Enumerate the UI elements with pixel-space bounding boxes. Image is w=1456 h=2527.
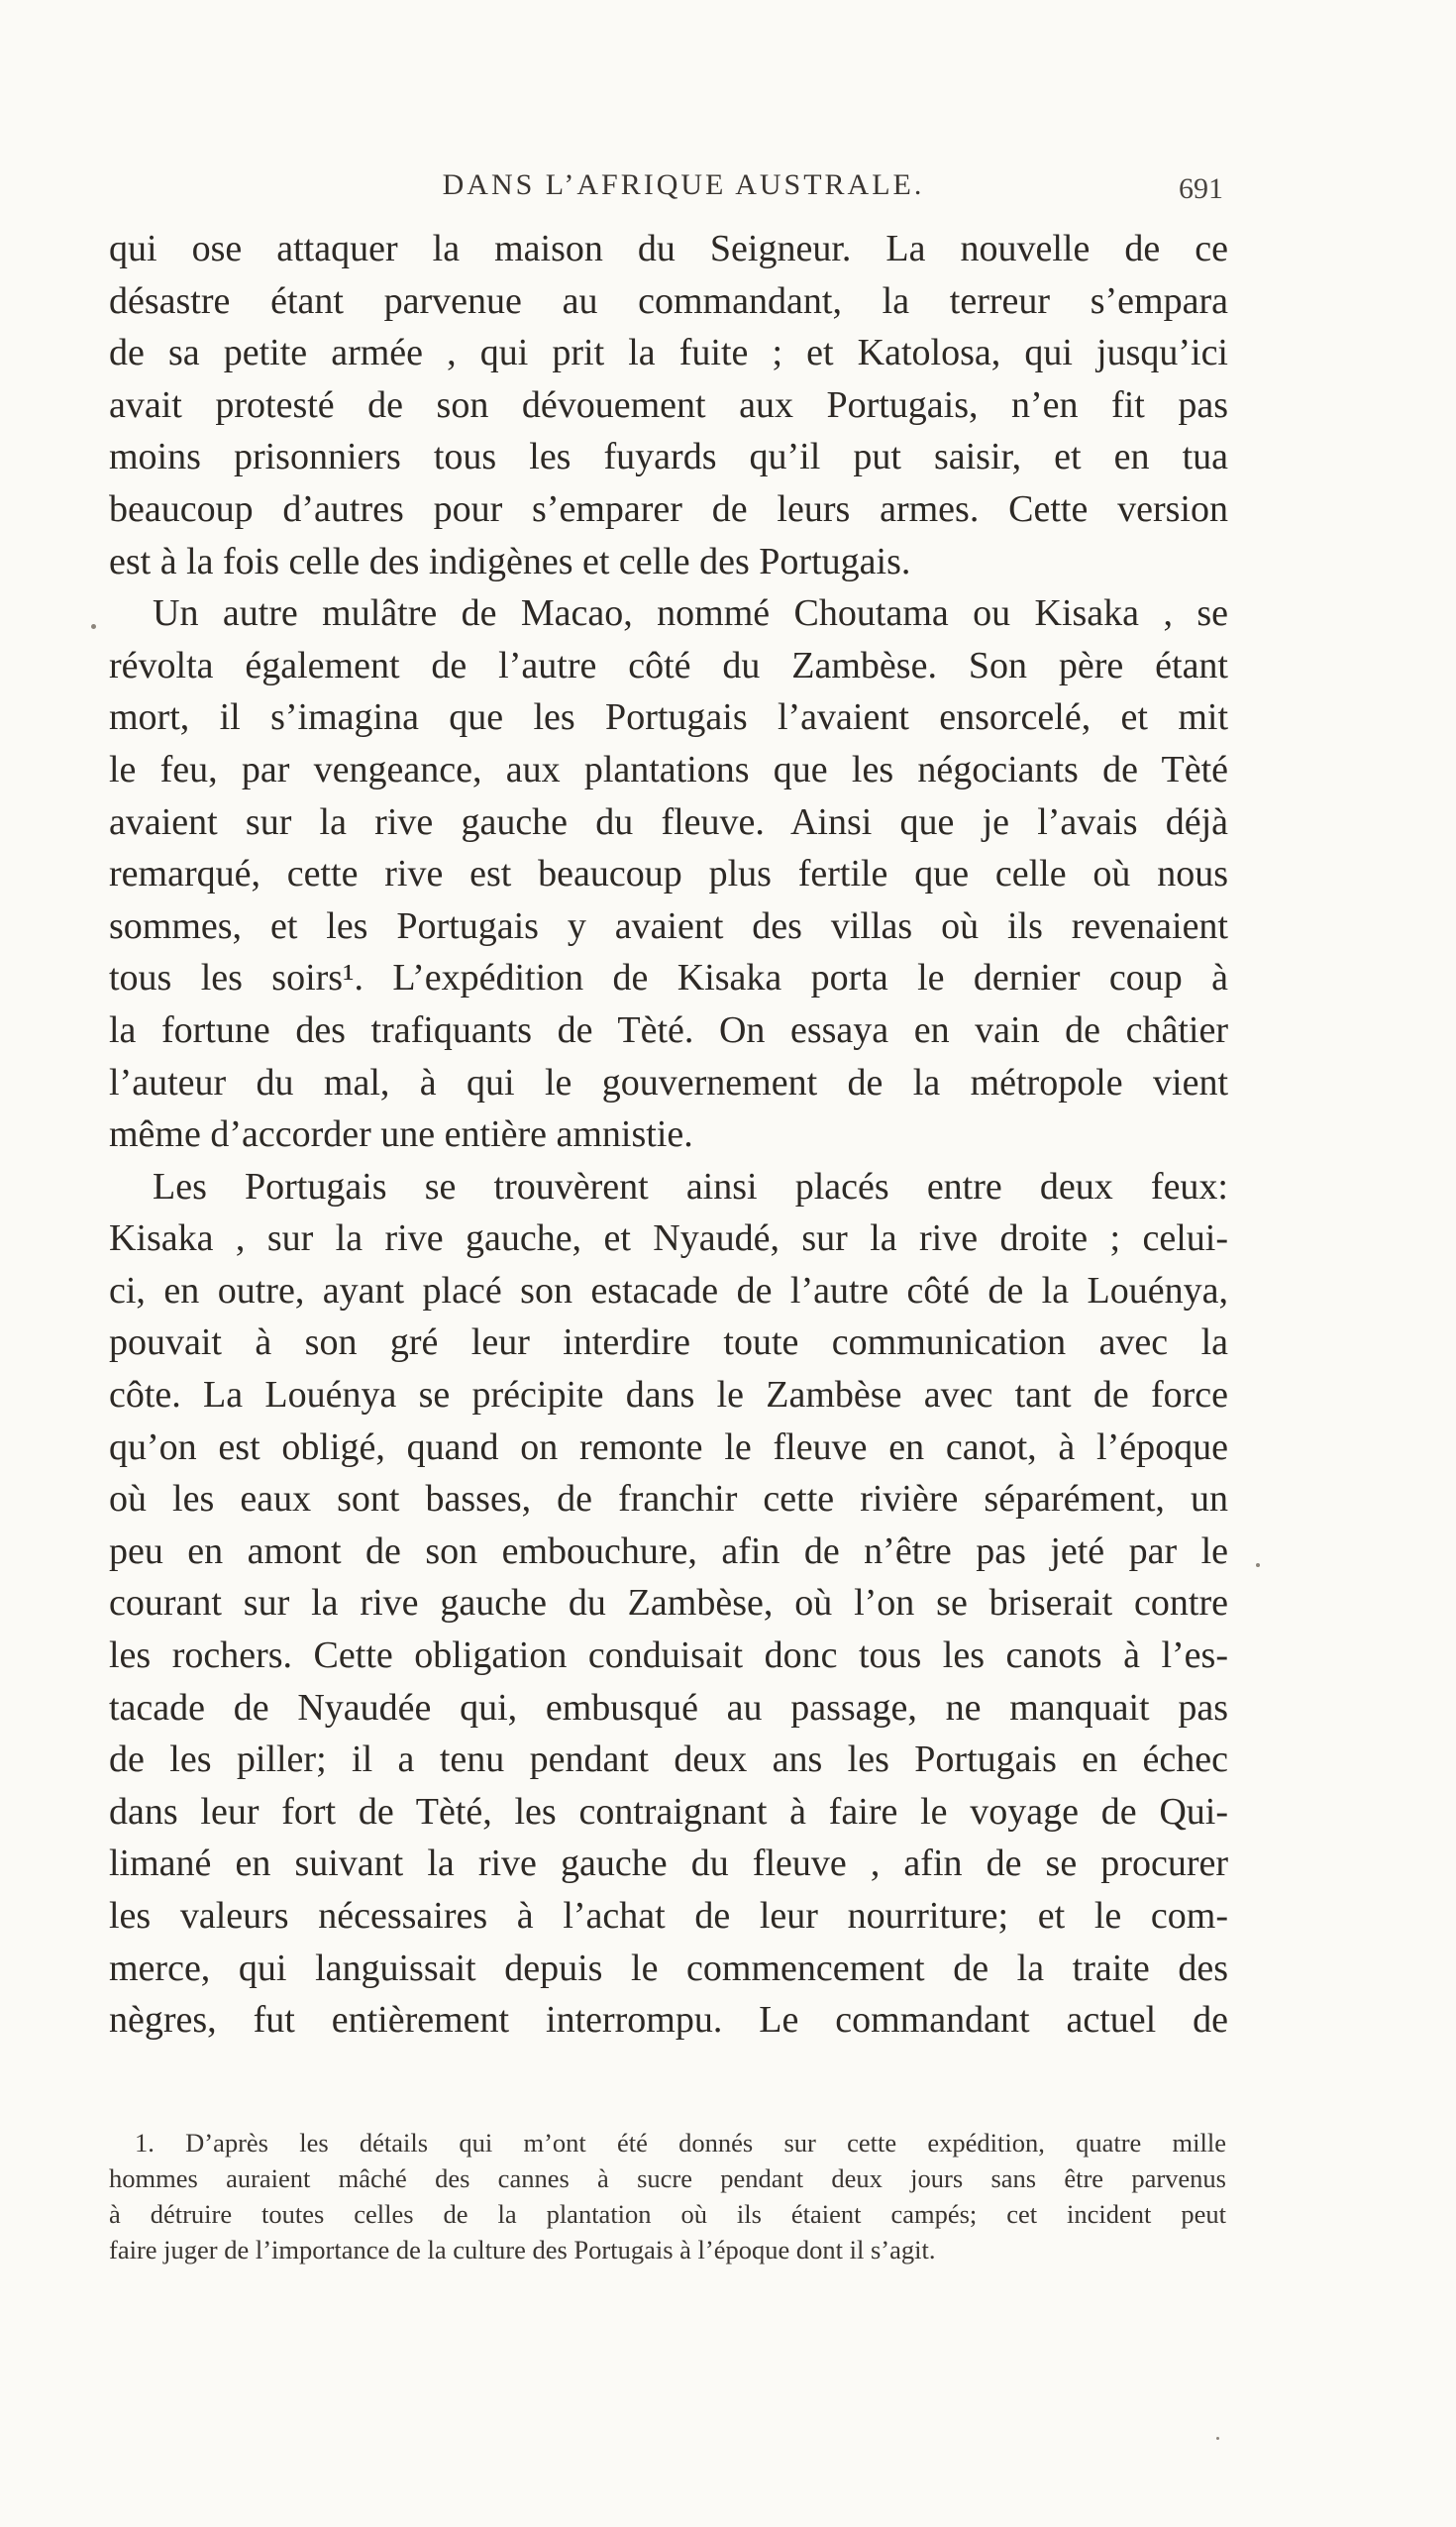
text-line: remarqué, cette rive est beaucoup plus fertile que celle où nous bbox=[109, 853, 1228, 895]
footnote-line: hommes auraient mâché des cannes à sucre pendant deux jours sans être parvenus bbox=[109, 2163, 1226, 2193]
text-line: courant sur la rive gauche du Zambèse, où l’on se briserait contre bbox=[109, 1582, 1228, 1625]
body-text bbox=[109, 223, 1228, 2047]
text-line: moins prisonniers tous les fuyards qu’il put saisir, et en tua bbox=[109, 436, 1228, 478]
paper-speck bbox=[91, 624, 96, 629]
text-line: où les eaux sont basses, de franchir cette rivière séparément, un bbox=[109, 1478, 1228, 1521]
text-line: de sa petite armée , qui prit la fuite ; et Katolosa, qui jusqu’ici bbox=[109, 332, 1228, 374]
text-line: l’auteur du mal, à qui le gouvernement de la métropole vient bbox=[109, 1061, 1228, 1104]
text-line: sommes, et les Portugais y avaient des villas où ils revenaient bbox=[109, 904, 1228, 947]
text-line: côte. La Louénya se précipite dans le Zambèse avec tant de force bbox=[109, 1374, 1228, 1417]
text-line: le feu, par vengeance, aux plantations que les négociants de Tèté bbox=[109, 748, 1228, 790]
text-line: ci, en outre, ayant placé son estacade de l’autre côté de la Louénya, bbox=[109, 1269, 1228, 1312]
text-line: avait protesté de son dévouement aux Portugais, n’en fit pas bbox=[109, 383, 1228, 426]
footnote bbox=[109, 2125, 1226, 2267]
footnote-line: 1. D’après les détails qui m’ont été donnés sur cette expédition, quatre mille bbox=[135, 2128, 1226, 2158]
running-title: DANS L’AFRIQUE AUSTRALE. bbox=[442, 168, 925, 201]
running-head bbox=[0, 168, 1456, 208]
text-line: désastre étant parvenue au commandant, la terreur s’empara bbox=[109, 279, 1228, 322]
text-line: qui ose attaquer la maison du Seigneur. La nouvelle de ce bbox=[109, 228, 1228, 269]
text-line: merce, qui languissait depuis le commencement de la traite des bbox=[109, 1947, 1228, 1989]
text-line: peu en amont de son embouchure, afin de n’être pas jeté par le bbox=[109, 1529, 1228, 1572]
text-line: limané en suivant la rive gauche du fleuve , afin de se procurer bbox=[109, 1843, 1228, 1885]
footnote-line: à détruire toutes celles de la plantation où ils étaient campés; cet incident peut bbox=[109, 2199, 1226, 2229]
page-number: 691 bbox=[1179, 172, 1223, 205]
text-line: mort, il s’imagina que les Portugais l’avaient ensorcelé, et mit bbox=[109, 696, 1228, 739]
text-line: est à la fois celle des indigènes et celle des Portugais. bbox=[109, 540, 911, 582]
text-line: avaient sur la rive gauche du fleuve. Ainsi que je l’avais déjà bbox=[109, 800, 1228, 843]
text-line: les valeurs nécessaires à l’achat de leur nourriture; et le com- bbox=[109, 1895, 1228, 1937]
text-line: tacade de Nyaudée qui, embusqué au passage, ne manquait pas bbox=[109, 1686, 1228, 1729]
text-line: Les Portugais se trouvèrent ainsi placés entre deux feux: bbox=[153, 1165, 1228, 1208]
text-line: de les piller; il a tenu pendant deux ans les Portugais en échec bbox=[109, 1738, 1228, 1781]
paper-speck bbox=[1216, 2437, 1219, 2440]
text-line: Un autre mulâtre de Macao, nommé Choutama ou Kisaka , se bbox=[153, 592, 1228, 635]
paper-speck bbox=[1256, 1563, 1260, 1567]
text-line: tous les soirs¹. L’expédition de Kisaka porta le dernier coup à bbox=[109, 957, 1228, 1000]
text-line: nègres, fut entièrement interrompu. Le commandant actuel de bbox=[109, 1999, 1228, 2042]
text-line: révolta également de l’autre côté du Zambèse. Son père étant bbox=[109, 644, 1228, 686]
text-line: Kisaka , sur la rive gauche, et Nyaudé, sur la rive droite ; celui- bbox=[109, 1217, 1228, 1260]
text-line: dans leur fort de Tèté, les contraignant à faire le voyage de Qui- bbox=[109, 1790, 1228, 1833]
text-line: même d’accorder une entière amnistie. bbox=[109, 1113, 693, 1156]
text-line: les rochers. Cette obligation conduisait donc tous les canots à l’es- bbox=[109, 1634, 1228, 1677]
text-line: beaucoup d’autres pour s’emparer de leurs armes. Cette version bbox=[109, 487, 1228, 530]
text-line: la fortune des trafiquants de Tèté. On essaya en vain de châtier bbox=[109, 1008, 1228, 1051]
text-line: pouvait à son gré leur interdire toute communication avec la bbox=[109, 1321, 1228, 1364]
footnote-line: faire juger de l’importance de la culture des Portugais à l’époque dont il s’agit. bbox=[109, 2235, 936, 2264]
text-line: qu’on est obligé, quand on remonte le fleuve en canot, à l’époque bbox=[109, 1425, 1228, 1468]
